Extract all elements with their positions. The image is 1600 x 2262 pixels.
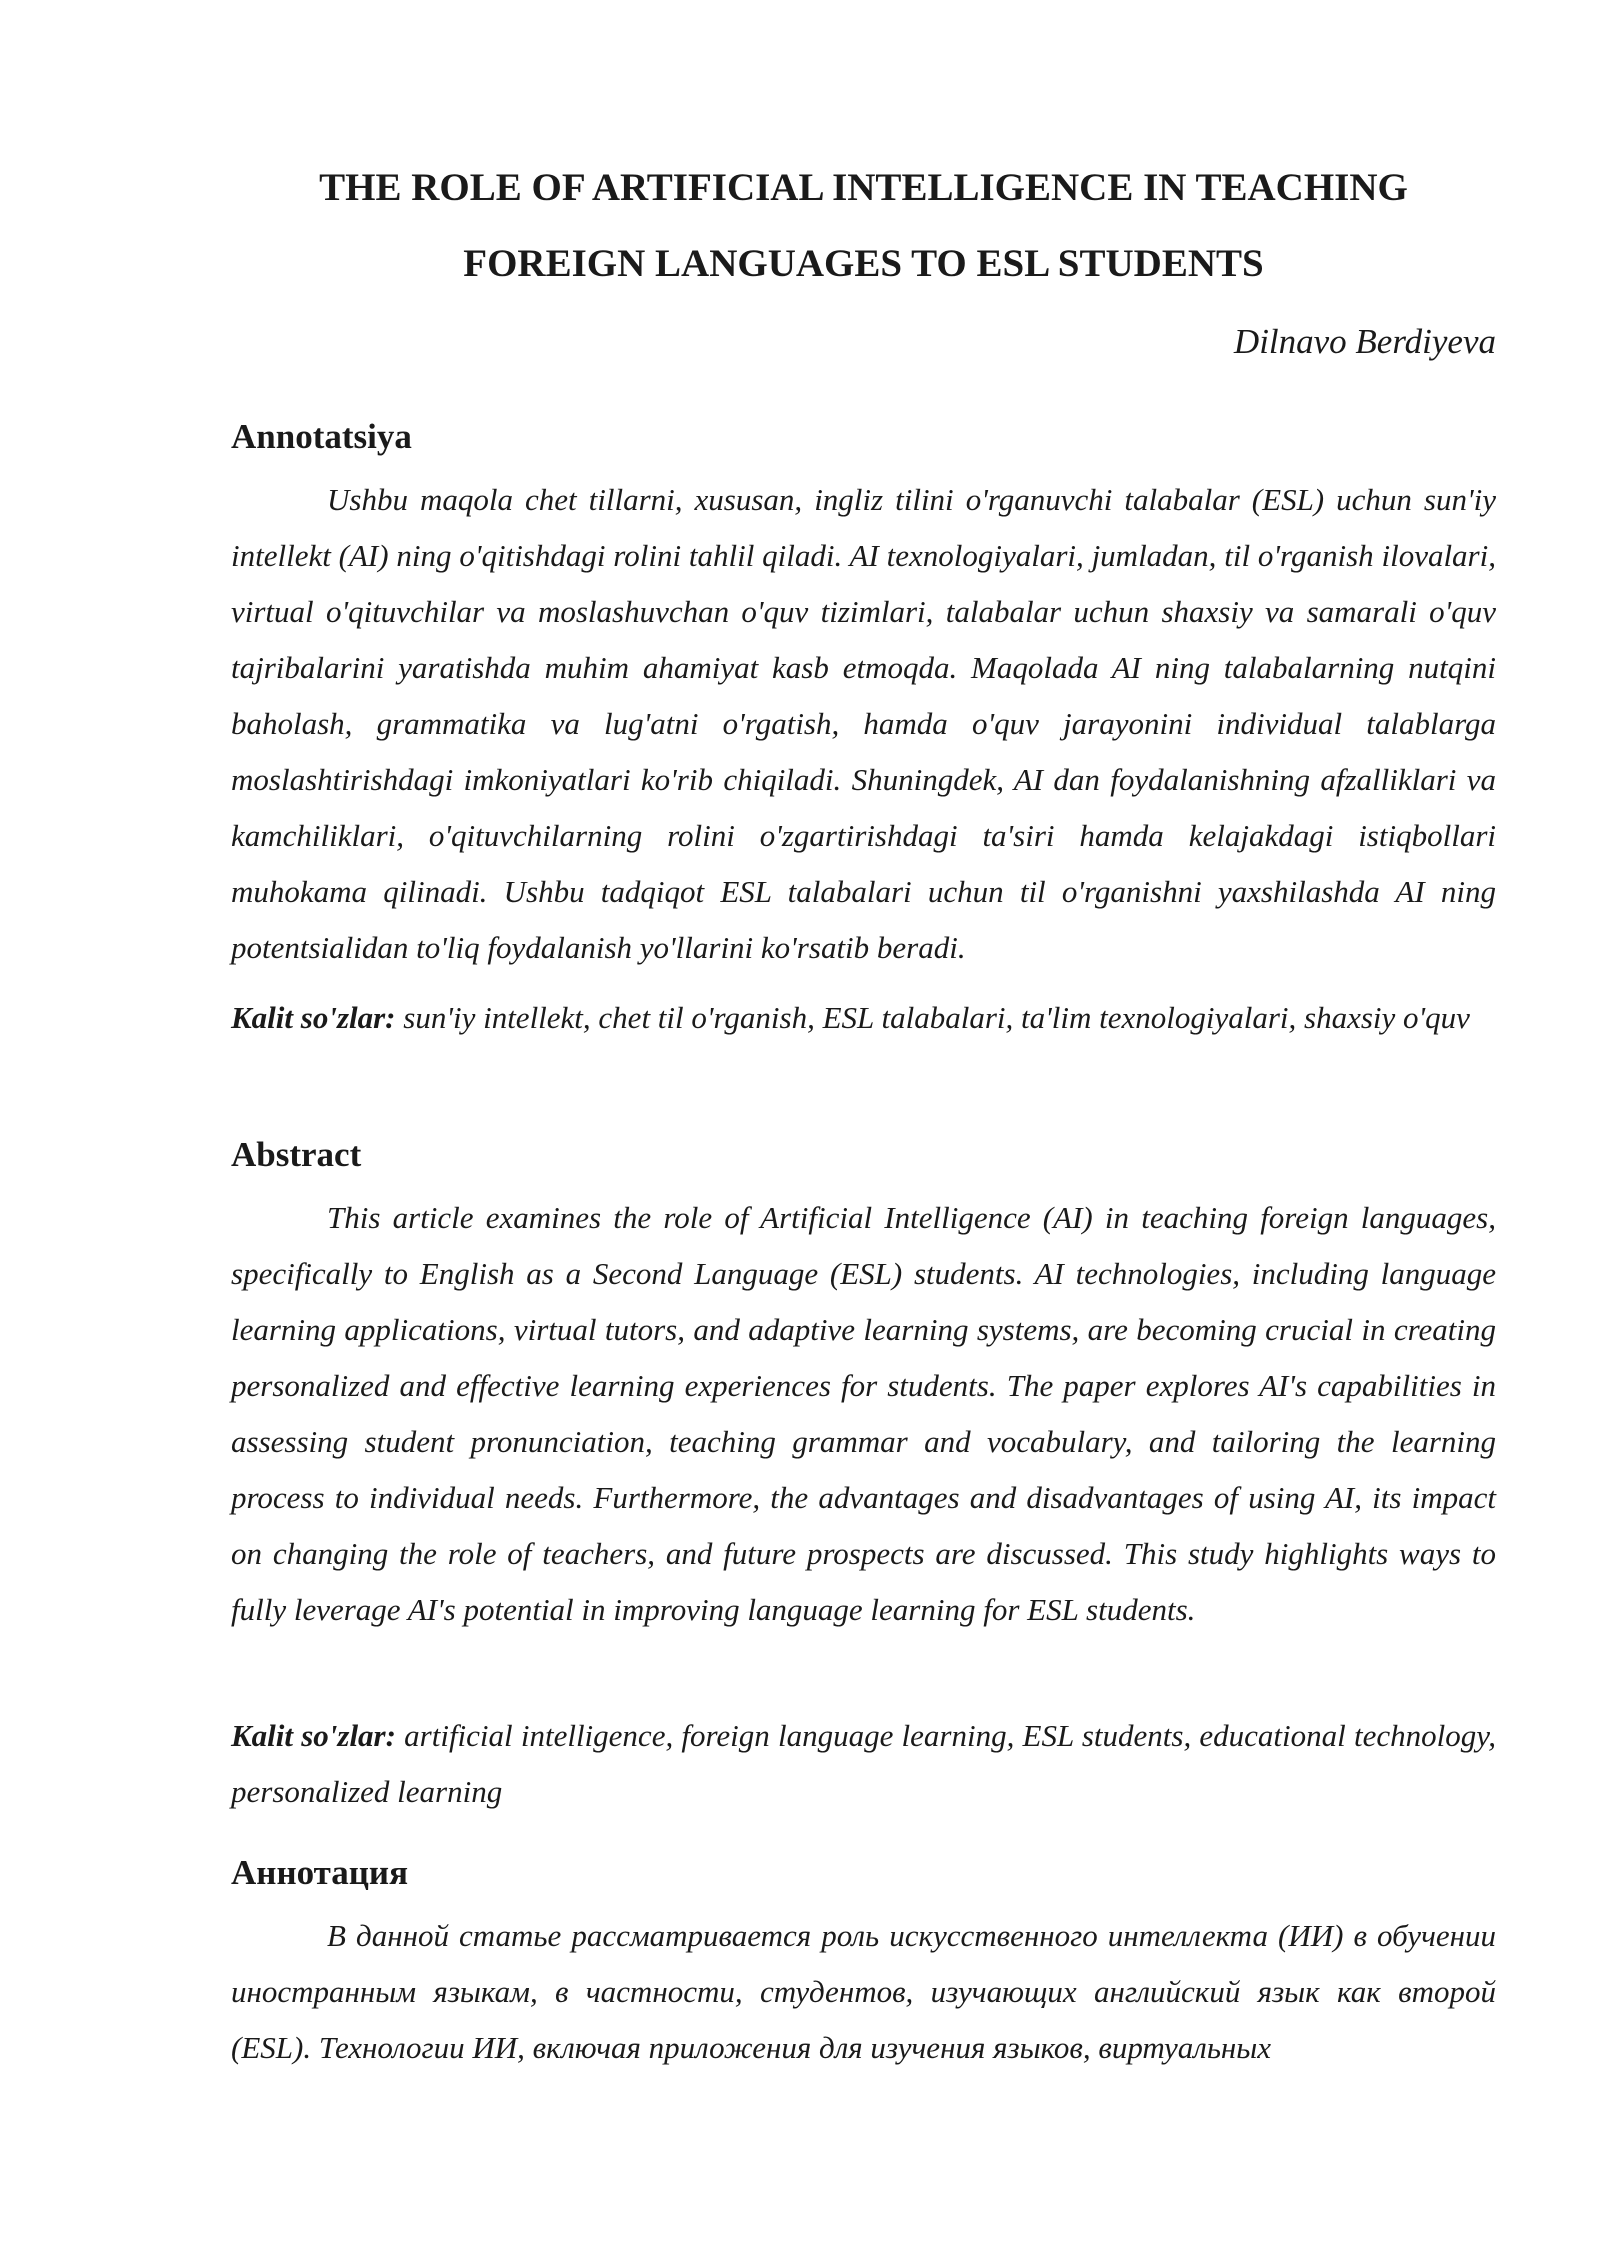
paper-title-line-2: FOREIGN LANGUAGES TO ESL STUDENTS — [463, 242, 1264, 285]
paper-title — [231, 150, 1496, 302]
abstract-text: This article examines the role of Artificial Intelligence (AI) in teaching foreign languages, specifically to English as a Second Language (ESL) students. AI technologies, including language learning applications, virtual tutors, and adaptive learning systems, are becoming crucial in creating personalized and effective learning experiences for students. The paper explores AI's capabilities in assessing student pronunciation, teaching grammar and vocabulary, and tailoring the learning process to individual needs. Furthermore, the advantages and disadvantages of using AI, its impact on changing the role of teachers, and future prospects are discussed. This study highlights ways to fully leverage AI's potential in improving language learning for ESL students. — [231, 1200, 1496, 1627]
annotatsiya-text: Ushbu maqola chet tillarni, xususan, ingliz tilini o'rganuvchi talabalar (ESL) uchun sun'iy intellekt (AI) ning o'qitishdagi rolini tahlil qiladi. AI texnologiyalari, jumladan, til o'rganish ilovalari, virtual o'qituvchilar va moslashuvchan o'quv tizimlari, talabalar uchun shaxsiy va samarali o'quv tajribalarini yaratishda muhim ahamiyat kasb etmoqda. Maqolada AI ning talabalarning nutqini baholash, grammatika va lug'atni o'rgatish, hamda o'quv jarayonini individual talablarga moslashtirishdagi imkoniyatlari ko'rib chiqiladi. Shuningdek, AI dan foydalanishning afzalliklari va kamchiliklari, o'qituvchilarning rolini o'zgartirishdagi ta'siri hamda kelajakdagi istiqbollari muhokama qilinadi. Ushbu tadqiqot ESL talabalari uchun til o'rganishni yaxshilashda AI ning potentsialidan to'liq foydalanish yo'llarini ko'rsatib beradi. — [231, 482, 1496, 965]
keywords-text: artificial intelligence, foreign language learning, ESL students, educational technology, personalized learning — [231, 1718, 1496, 1809]
abstract-heading: Abstract — [231, 1135, 362, 1174]
annotatsiya-heading: Annotatsiya — [231, 417, 412, 456]
keywords-label: Kalit so'zlar: — [231, 1718, 396, 1753]
abstract-keywords — [231, 1708, 1496, 1820]
annotatsiya-keywords — [231, 990, 1496, 1046]
author-name: Dilnavo Berdiyeva — [1233, 322, 1496, 361]
keywords-text: sun'iy intellekt, chet til o'rganish, ESL talabalari, ta'lim texnologiyalari, shaxsiy o'quv — [403, 1000, 1470, 1035]
annotatsiya-ru-text: В данной статье рассматривается роль искусственного интеллекта (ИИ) в обучении иностранным языкам, в частности, студентов, изучающих английский язык как второй (ESL). Технологии ИИ, включая приложения для изучения языков, виртуальных — [231, 1918, 1496, 2065]
paper-title-line-1: THE ROLE OF ARTIFICIAL INTELLIGENCE IN TEACHING — [319, 166, 1408, 209]
keywords-label: Kalit so'zlar: — [231, 1000, 396, 1035]
annotatsiya-ru-heading: Аннотация — [231, 1853, 409, 1892]
